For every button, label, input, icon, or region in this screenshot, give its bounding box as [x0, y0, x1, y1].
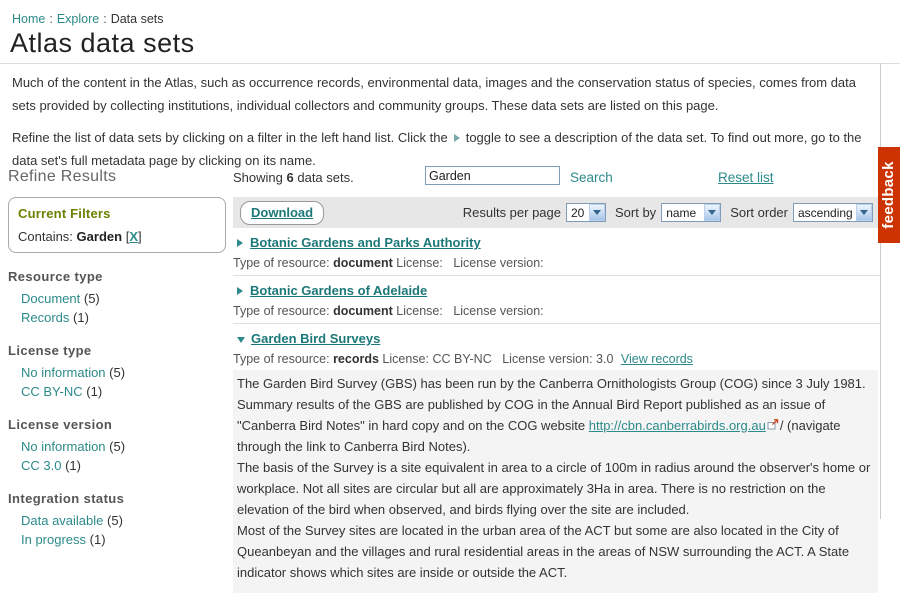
search-input[interactable]	[425, 166, 560, 185]
page-title: Atlas data sets	[10, 28, 195, 58]
description-p1-after: / (navigate through the link to Canberra Bird Notes).	[237, 418, 841, 454]
chevron-down-icon	[589, 204, 605, 221]
current-filters-box	[8, 197, 226, 253]
sort-by-label: Sort by	[615, 205, 657, 220]
facet-item-data-available	[21, 511, 226, 530]
facet-count: (1)	[73, 310, 89, 325]
type-label: Type of resource:	[233, 256, 330, 270]
per-page-value: 20	[571, 205, 585, 220]
dataset-title-link[interactable]: Botanic Gardens and Parks Authority	[250, 235, 481, 250]
facet-item-cc-30	[21, 456, 226, 475]
chevron-down-icon	[856, 204, 872, 221]
breadcrumb-separator: :	[103, 12, 107, 26]
facet-count: (1)	[89, 532, 106, 547]
facet-link-records[interactable]: Records	[21, 310, 70, 325]
dataset-item	[233, 228, 880, 276]
facet-item-records	[21, 308, 226, 327]
facet-group-integration-status	[8, 491, 226, 549]
facet-item-no-information	[21, 363, 226, 382]
license-label: License:	[396, 256, 443, 270]
sort-by-select[interactable]	[661, 203, 721, 222]
intro-paragraph-2-after: toggle to see a description of the data set. To find out more, go to the data set's full metadata page by clicking on its name.	[12, 130, 862, 168]
description-paragraph-2: The basis of the Survey is a site equivalent in area to a circle of 100m in radius around the observer's home or workplace. Not all sites are circular but all are approximately 3Ha in area. There is no restriction on the elevation of the bird when observed, and birds flying over the site are included.	[237, 460, 871, 517]
refine-sidebar	[8, 168, 226, 549]
dataset-title-link[interactable]: Garden Bird Surveys	[251, 331, 381, 346]
facet-item-cc-by-nc	[21, 382, 226, 401]
intro-paragraph-2-before: Refine the list of data sets by clicking on a filter in the left hand list. Click the	[12, 130, 448, 145]
showing-prefix: Showing	[233, 170, 283, 185]
type-value: records	[333, 352, 379, 366]
version-label: License version:	[502, 352, 593, 366]
dataset-title-link[interactable]: Botanic Gardens of Adelaide	[250, 283, 428, 298]
cog-website-link[interactable]: http://cbn.canberrabirds.org.au	[588, 418, 766, 433]
description-p1-before: The Garden Bird Survey (GBS) has been run by the Canberra Ornithologists Group (COG) since 3 July 1981. Summary results of the GBS are published by COG in the Annual Bird Report published as an issue of "Canberra Bird Notes" in hard copy and on the COG website	[237, 376, 866, 433]
facet-link-data-available[interactable]: Data available	[21, 513, 104, 528]
toggle-right-icon[interactable]	[237, 287, 243, 295]
contains-value: Garden	[76, 229, 123, 244]
facet-link-document[interactable]: Document	[21, 291, 81, 306]
facet-heading: License version	[8, 417, 113, 432]
contains-label: Contains:	[18, 229, 73, 244]
sort-by-value: name	[666, 205, 697, 220]
per-page-select[interactable]	[566, 203, 606, 222]
toggle-down-icon[interactable]	[237, 337, 245, 343]
sort-order-select[interactable]	[793, 203, 873, 222]
toggle-right-icon	[454, 134, 460, 142]
facet-link-cc-by-nc[interactable]: CC BY-NC	[21, 384, 83, 399]
dataset-meta	[233, 352, 880, 366]
current-filter-contains	[18, 229, 216, 244]
facet-group-license-type	[8, 343, 226, 401]
version-label: License version:	[453, 256, 544, 270]
sort-order-label: Sort order	[730, 205, 788, 220]
facet-item-document	[21, 289, 226, 308]
facet-count: (5)	[109, 439, 126, 454]
remove-filter-link[interactable]: X	[129, 229, 138, 244]
current-filters-title: Current Filters	[18, 206, 111, 221]
facet-count: (1)	[65, 458, 81, 473]
reset-list-link[interactable]: Reset list	[718, 170, 774, 185]
dataset-item-expanded	[233, 324, 880, 598]
intro-text	[12, 71, 870, 172]
type-label: Type of resource:	[233, 304, 330, 318]
results-toolbar	[233, 197, 880, 228]
content-right-border	[880, 63, 881, 519]
facet-count: (5)	[83, 291, 100, 306]
showing-count-text	[233, 170, 354, 185]
results-count: 6	[286, 170, 294, 185]
feedback-tab-label: feedback	[880, 161, 897, 229]
description-paragraph-3: Most of the Survey sites are located in the urban area of the ACT but some are also located in the City of Queanbeyan and the villages and rural residential areas in the areas of NSW surrounding the ACT. A State indicator shows which sites are inside or outside the ACT.	[237, 523, 850, 580]
facet-group-resource-type	[8, 269, 226, 327]
per-page-label: Results per page	[462, 205, 561, 220]
facet-link-cc-30[interactable]: CC 3.0	[21, 458, 62, 473]
refine-results-title: Refine Results	[8, 168, 117, 185]
search-button[interactable]: Search	[570, 170, 613, 185]
results-panel	[233, 164, 880, 598]
facet-count: (5)	[109, 365, 126, 380]
facet-item-in-progress	[21, 530, 226, 549]
breadcrumb-separator: :	[49, 12, 53, 26]
bracket-open: [	[125, 229, 130, 244]
breadcrumb-explore-link[interactable]: Explore	[56, 12, 100, 26]
facet-link-in-progress[interactable]: In progress	[21, 532, 87, 547]
download-button[interactable]: Download	[240, 201, 324, 225]
sort-order-value: ascending	[798, 205, 853, 220]
breadcrumb-current: Data sets	[110, 12, 164, 26]
breadcrumb	[12, 12, 164, 26]
facet-item-no-information	[21, 437, 226, 456]
chevron-down-icon	[704, 204, 720, 221]
showing-suffix: data sets.	[297, 170, 354, 185]
feedback-tab[interactable]	[878, 147, 900, 243]
license-label: License:	[382, 352, 429, 366]
dataset-list	[233, 228, 880, 598]
version-label: License version:	[453, 304, 544, 318]
facet-link-no-information[interactable]: No information	[21, 365, 106, 380]
type-label: Type of resource:	[233, 352, 330, 366]
type-value: document	[333, 304, 393, 318]
dataset-meta	[233, 256, 880, 270]
facet-heading: License type	[8, 343, 92, 358]
header-divider	[0, 63, 900, 64]
type-value: document	[333, 256, 393, 270]
bracket-close: ]	[137, 229, 142, 244]
license-value: CC BY-NC	[432, 352, 492, 366]
facet-link-no-information[interactable]: No information	[21, 439, 106, 454]
results-bar	[233, 164, 880, 197]
facet-count: (1)	[86, 384, 103, 399]
description-paragraph-1	[237, 373, 873, 457]
facet-group-license-version	[8, 417, 226, 475]
intro-paragraph-1: Much of the content in the Atlas, such as occurrence records, environmental data, images and the conservation status of species, comes from data sets provided by collecting institutions, individual collectors and community groups. These data sets are listed on this page.	[12, 75, 857, 113]
version-value: 3.0	[596, 352, 614, 366]
dataset-meta	[233, 304, 880, 318]
license-label: License:	[396, 304, 443, 318]
facet-heading: Resource type	[8, 269, 103, 284]
dataset-description	[233, 370, 878, 593]
view-records-link[interactable]: View records	[620, 352, 693, 366]
toggle-right-icon[interactable]	[237, 239, 243, 247]
facet-count: (5)	[107, 513, 123, 528]
breadcrumb-home-link[interactable]: Home	[12, 12, 46, 26]
dataset-item	[233, 276, 880, 324]
external-link-icon	[767, 419, 779, 430]
facet-heading: Integration status	[8, 491, 125, 506]
